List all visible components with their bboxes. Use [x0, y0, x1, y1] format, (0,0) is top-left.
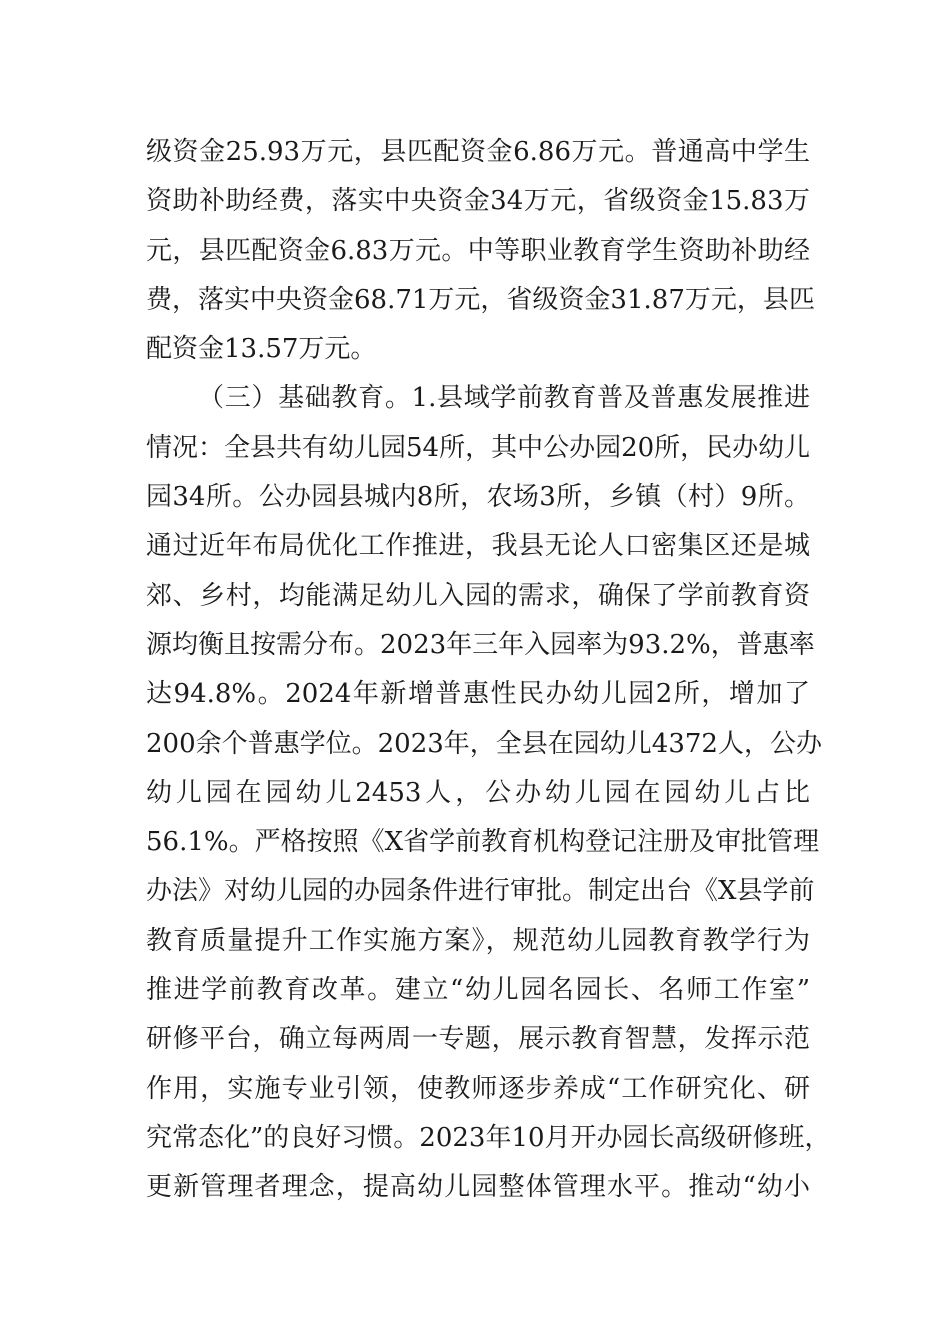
body-text [146, 128, 831, 1213]
text-line: 配资金13.57万元。 [146, 334, 377, 365]
text-line: 幼儿园在园幼儿2453人，公办幼儿园在园幼儿占比 [146, 777, 810, 808]
text-line: 园34所。公办园县城内8所，农场3所，乡镇（村）9所。 [146, 482, 810, 513]
text-line: 资助补助经费，落实中央资金34万元，省级资金15.83万 [146, 186, 810, 217]
text-line: 源均衡且按需分布。2023年三年入园率为93.2%，普惠率 [146, 629, 815, 660]
text-line: 元，县匹配资金6.83万元。中等职业教育学生资助补助经 [146, 235, 810, 266]
section-heading-line: （三）基础教育。1.县域学前教育普及普惠发展推进 [198, 383, 810, 414]
text-line: 教育质量提升工作实施方案》，规范幼儿园教育教学行为 [146, 925, 810, 956]
text-line: 费，落实中央资金68.71万元，省级资金31.87万元，县匹 [146, 284, 815, 315]
text-line: 200余个普惠学位。2023年，全县在园幼儿4372人，公办 [146, 728, 822, 759]
text-line: 级资金25.93万元，县匹配资金6.86万元。普通高中学生 [146, 137, 810, 167]
text-line: 情况：全县共有幼儿园54所，其中公办园20所，民办幼儿 [146, 432, 811, 463]
text-line: 通过近年布局优化工作推进，我县无论人口密集区还是城 [146, 531, 810, 562]
text-line: 推进学前教育改革。建立“幼儿园名园长、名师工作室” [146, 975, 810, 1006]
text-line: 办法》对幼儿园的办园条件进行审批。制定出台《X县学前 [146, 876, 815, 907]
text-line: 更新管理者理念，提高幼儿园整体管理水平。推动“幼小 [146, 1172, 810, 1203]
text-line: 研修平台，确立每两周一专题，展示教育智慧，发挥示范 [146, 1024, 810, 1055]
text-line: 达94.8%。2024年新增普惠性民办幼儿园2所，增加了 [146, 679, 810, 710]
text-line: 究常态化”的良好习惯。2023年10月开办园长高级研修班， [146, 1122, 831, 1153]
text-line: 作用，实施专业引领，使教师逐步养成“工作研究化、研 [146, 1073, 810, 1104]
text-line: 56.1%。严格按照《X省学前教育机构登记注册及审批管理 [146, 827, 820, 858]
text-line: 郊、乡村，均能满足幼儿入园的需求，确保了学前教育资 [146, 580, 810, 611]
